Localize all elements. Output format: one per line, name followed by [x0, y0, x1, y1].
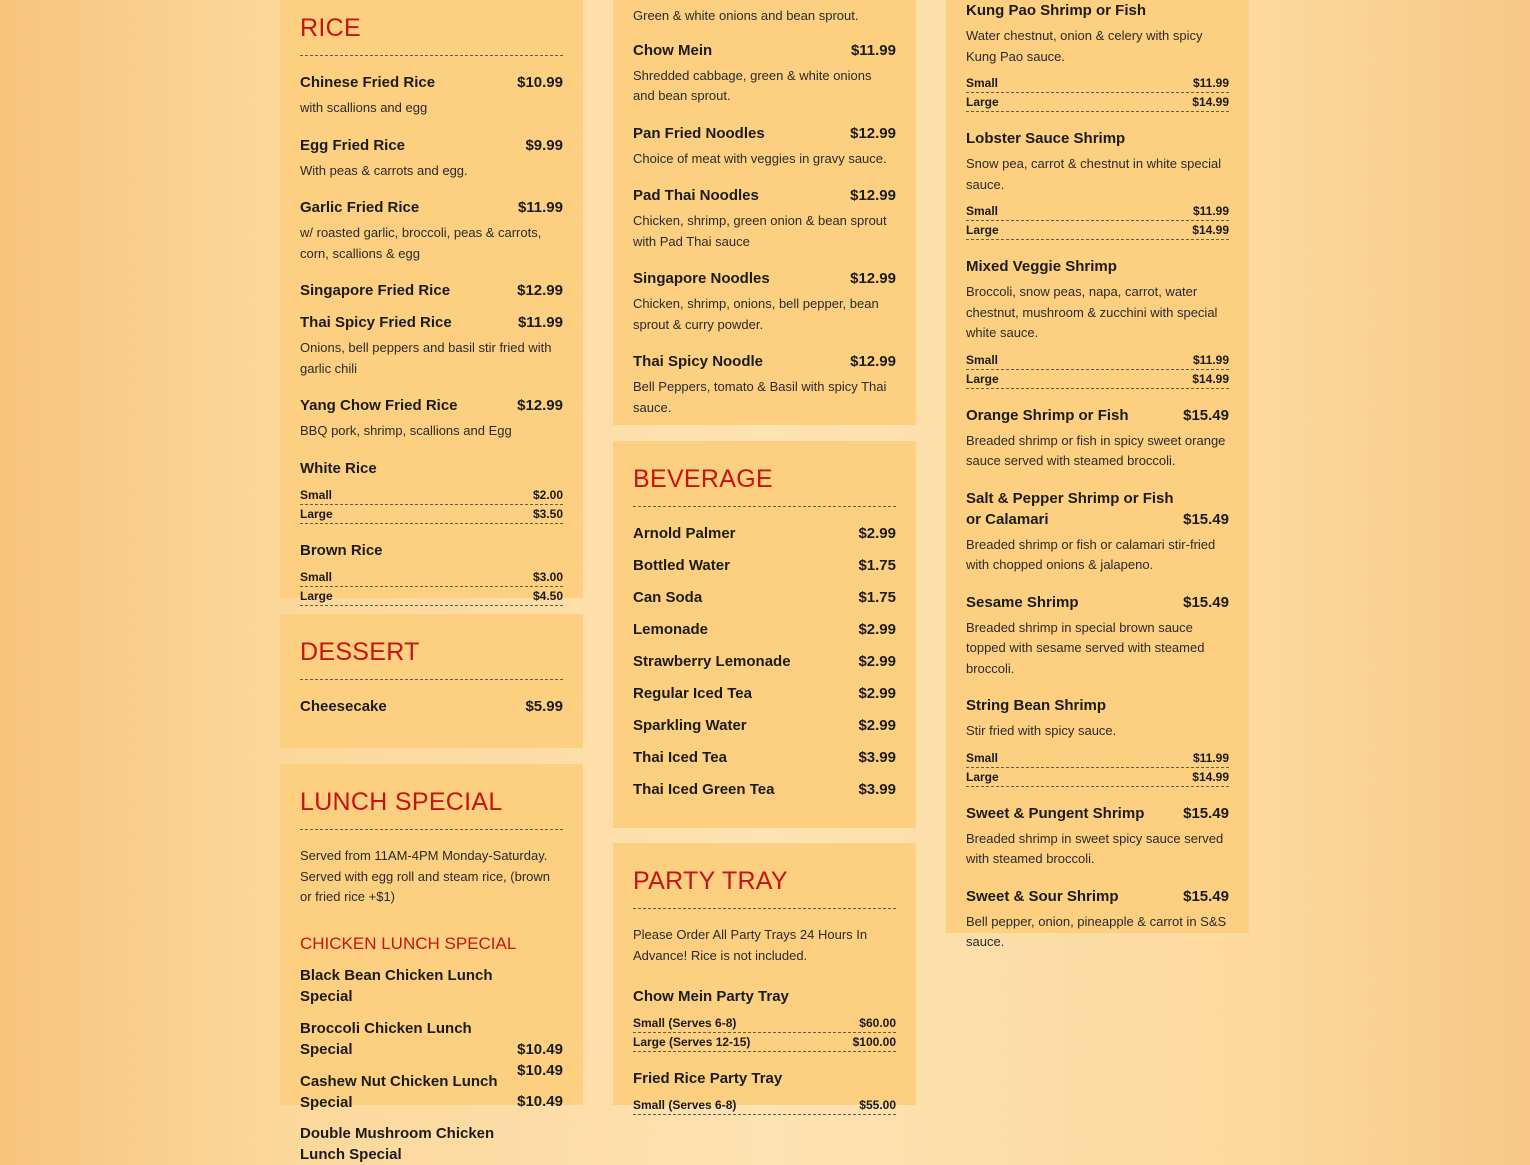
item-description: Breaded shrimp or fish in spicy sweet orange sauce served with steamed broccoli. — [966, 432, 1226, 468]
size-price: $14.99 — [1192, 371, 1229, 386]
menu-item[interactable] — [300, 197, 563, 264]
item-description: Stir fried with spicy sauce. — [966, 723, 1117, 738]
item-name: Strawberry Lemonade — [633, 653, 791, 670]
rice-section-title: RICE — [300, 14, 563, 56]
size-options — [966, 74, 1229, 112]
size-price: $14.99 — [1192, 223, 1229, 237]
size-row[interactable] — [300, 587, 563, 606]
item-name: String Bean Shrimp — [966, 697, 1107, 714]
item-name: Pan Fried Noodles — [633, 124, 765, 142]
menu-item[interactable] — [300, 696, 563, 717]
item-name: Chow Mein Party Tray — [633, 988, 789, 1005]
item-name: Egg Fried Rice — [300, 136, 406, 154]
size-row[interactable] — [966, 74, 1229, 93]
item-price: $1.75 — [858, 589, 896, 606]
item-price: $11.99 — [517, 314, 563, 331]
menu-item[interactable] — [633, 1068, 896, 1115]
item-price: $15.49 — [1183, 804, 1229, 822]
menu-item[interactable] — [966, 0, 1229, 112]
menu-item[interactable] — [633, 587, 896, 608]
size-price: $11.99 — [1192, 750, 1229, 765]
menu-item[interactable] — [300, 965, 563, 1007]
item-price: $3.99 — [858, 781, 896, 798]
item-name: Arnold Palmer — [633, 525, 736, 542]
item-name: Singapore Noodles — [633, 270, 770, 287]
dessert-section-title: DESSERT — [300, 638, 563, 680]
menu-item[interactable] — [300, 72, 563, 119]
item-name: Chow Mein — [633, 41, 713, 59]
item-price: $12.99 — [850, 187, 896, 204]
item-price: $1.75 — [858, 557, 896, 574]
noodles-section — [613, 0, 916, 425]
item-description: with scallions and egg — [300, 100, 428, 115]
size-label: Small — [300, 569, 333, 584]
item-description: Breaded shrimp in sweet spicy sauce served with steamed broccoli. — [966, 830, 1224, 866]
item-price: $10.49 — [517, 1092, 563, 1110]
size-label: Large — [966, 769, 999, 784]
size-row[interactable] — [966, 370, 1229, 389]
item-price: $12.99 — [517, 282, 563, 299]
item-price: $12.99 — [517, 397, 563, 414]
menu-item[interactable] — [966, 695, 1229, 787]
size-price: $11.99 — [1192, 76, 1229, 90]
menu-item[interactable] — [966, 256, 1229, 389]
menu-item[interactable] — [633, 351, 896, 418]
item-name: Garlic Fried Rice — [300, 199, 420, 216]
size-price: $3.50 — [532, 506, 563, 521]
item-name: Sweet & Sour Shrimp — [966, 887, 1119, 905]
item-name: Lemonade — [633, 621, 709, 638]
beverage-section — [613, 441, 916, 828]
item-description: Water chestnut, onion & celery with spicy Kung Pao sauce. — [966, 28, 1203, 64]
lunch-special-section — [280, 764, 583, 1163]
menu-item[interactable] — [300, 395, 563, 442]
item-price: $11.99 — [517, 199, 563, 216]
chicken-lunch-subtitle: CHICKEN LUNCH SPECIAL — [300, 933, 517, 953]
item-description: With peas & carrots and egg. — [300, 162, 468, 178]
item-name: Thai Spicy Noodle — [633, 353, 764, 370]
size-row[interactable] — [633, 1014, 896, 1033]
size-price: $3.00 — [532, 569, 563, 584]
item-description: Bell Peppers, tomato & Basil with spicy Thai sauce. — [633, 379, 887, 415]
item-price: $10.49 — [517, 1061, 563, 1079]
item-description: BBQ pork, shrimp, scallions and Egg — [300, 423, 512, 438]
item-description: w/ roasted garlic, broccoli, peas & carrots, corn, scallions & egg — [300, 225, 542, 261]
menu-item[interactable] — [633, 619, 896, 640]
item-description: Breaded shrimp or fish or calamari stir-fried with chopped onions & jalapeno. — [966, 536, 1216, 572]
size-label: Small — [966, 76, 999, 90]
size-price: $11.99 — [1192, 204, 1229, 218]
item-name: Sesame Shrimp — [966, 593, 1079, 611]
item-name: Thai Spicy Fried Rice — [300, 314, 452, 331]
item-description: Chicken, shrimp, green onion & bean sprout with Pad Thai sauce — [633, 213, 887, 249]
menu-item[interactable] — [633, 123, 896, 170]
item-price: $3.99 — [858, 749, 896, 766]
size-price: $55.00 — [859, 1098, 896, 1112]
menu-item[interactable] — [300, 312, 563, 379]
menu-item[interactable] — [300, 1092, 563, 1165]
item-description: Green & white onions and bean sprout. — [633, 8, 859, 23]
menu-item[interactable] — [966, 405, 1229, 472]
item-name: Double Mushroom Chicken Lunch Special — [300, 1124, 495, 1163]
item-description: Broccoli, snow peas, napa, carrot, water chestnut, mushroom & zucchini with special white sauce. — [966, 284, 1218, 340]
size-label: Small — [966, 352, 999, 367]
lunch-note: Served from 11AM-4PM Monday-Saturday. Served with egg roll and steam rice, (brown or fried rice +$1) — [300, 848, 551, 904]
menu-item[interactable] — [633, 986, 896, 1052]
size-row[interactable] — [966, 93, 1229, 112]
menu-item[interactable] — [966, 803, 1229, 870]
size-options — [300, 486, 563, 524]
size-label: Large — [966, 223, 999, 237]
item-price: $12.99 — [850, 270, 896, 287]
rice-section — [280, 0, 583, 603]
size-options — [300, 568, 563, 606]
item-name: Lobster Sauce Shrimp — [966, 130, 1126, 147]
size-label: Small — [966, 204, 999, 218]
item-name: Cheesecake — [300, 698, 387, 715]
menu-item[interactable] — [633, 268, 896, 335]
size-options — [633, 1096, 896, 1115]
size-label: Small (Serves 6-8) — [633, 1016, 737, 1030]
menu-item[interactable] — [633, 651, 896, 672]
size-price: $2.00 — [532, 487, 563, 502]
menu-item[interactable] — [966, 128, 1229, 240]
menu-item[interactable] — [633, 555, 896, 576]
menu-item[interactable] — [633, 185, 896, 252]
item-name: Black Bean Chicken Lunch Special — [300, 966, 493, 1005]
item-name: White Rice — [300, 459, 377, 477]
size-row[interactable] — [633, 1033, 896, 1052]
item-price: $10.99 — [517, 74, 563, 91]
size-label: Large — [966, 371, 999, 386]
size-price: $11.99 — [1192, 352, 1229, 367]
item-name: Sparkling Water — [633, 717, 747, 734]
size-label: Large — [300, 588, 333, 603]
size-options — [966, 749, 1229, 787]
item-price: $15.49 — [1183, 406, 1229, 424]
lunch-section-title: LUNCH SPECIAL — [300, 788, 563, 830]
size-label: Large — [300, 506, 333, 521]
item-name: Broccoli Chicken Lunch Special — [300, 1019, 472, 1058]
menu-item[interactable] — [633, 715, 896, 736]
item-price: $2.99 — [858, 621, 896, 638]
menu-item[interactable] — [966, 886, 1229, 953]
item-name: Pad Thai Noodles — [633, 187, 759, 204]
shrimp-section — [946, 0, 1249, 949]
size-row[interactable] — [966, 221, 1229, 240]
size-row[interactable] — [966, 768, 1229, 787]
item-price: $9.99 — [525, 136, 563, 154]
item-name: Mixed Veggie Shrimp — [966, 258, 1117, 275]
size-label: Large (Serves 12-15) — [633, 1035, 751, 1049]
item-price: $2.99 — [858, 717, 896, 734]
item-price: $11.99 — [850, 41, 896, 59]
item-description: Breaded shrimp in special brown sauce topped with sesame served with steamed broccoli. — [966, 619, 1205, 676]
menu-item[interactable] — [300, 135, 563, 182]
size-row[interactable] — [966, 351, 1229, 370]
item-name: Can Soda — [633, 589, 703, 606]
menu-item[interactable] — [966, 488, 1229, 576]
size-options — [633, 1014, 896, 1052]
menu-item[interactable] — [633, 523, 896, 544]
menu-item[interactable] — [633, 40, 896, 107]
item-name: Brown Rice — [300, 541, 383, 559]
item-description: Snow pea, carrot & chestnut in white special sauce. — [966, 156, 1222, 192]
party-note: Please Order All Party Trays 24 Hours In Advance! Rice is not included. — [633, 927, 868, 963]
size-row[interactable] — [300, 568, 563, 587]
item-name: Yang Chow Fried Rice — [300, 397, 458, 414]
item-name: Thai Iced Tea — [633, 749, 727, 766]
item-description: Onions, bell peppers and basil stir fried with garlic chili — [300, 340, 552, 376]
item-name: Kung Pao Shrimp or Fish — [966, 2, 1147, 19]
item-name: Sweet & Pungent Shrimp — [966, 804, 1145, 822]
dessert-section — [280, 614, 583, 748]
menu-item[interactable] — [300, 280, 563, 301]
item-name: Salt & Pepper Shrimp or Fish or Calamari — [966, 489, 1174, 528]
item-name: Fried Rice Party Tray — [633, 1070, 783, 1087]
item-price: $5.99 — [525, 698, 563, 715]
item-price: $12.99 — [850, 353, 896, 370]
party-section-title: PARTY TRAY — [633, 867, 896, 909]
item-name: Regular Iced Tea — [633, 685, 752, 702]
menu-item[interactable] — [966, 592, 1229, 680]
party-tray-section — [613, 843, 916, 1112]
size-label: Small — [966, 750, 999, 765]
size-label: Small — [300, 487, 333, 502]
menu-item[interactable] — [633, 683, 896, 704]
beverage-section-title: BEVERAGE — [633, 465, 896, 507]
size-row[interactable] — [633, 1096, 896, 1115]
item-name: Bottled Water — [633, 557, 730, 574]
size-price: $100.00 — [852, 1035, 896, 1049]
size-row[interactable] — [300, 486, 563, 505]
size-row[interactable] — [966, 749, 1229, 768]
menu-item[interactable] — [300, 1007, 563, 1060]
menu-item[interactable] — [633, 779, 896, 800]
item-name: Orange Shrimp or Fish — [966, 406, 1129, 424]
size-price: $4.50 — [532, 588, 563, 603]
item-price: $2.99 — [858, 653, 896, 670]
item-price: $10.49 — [517, 1040, 563, 1058]
item-price: $15.49 — [1183, 887, 1229, 905]
item-name: Cashew Nut Chicken Lunch Special — [300, 1072, 498, 1111]
item-price: $2.99 — [858, 525, 896, 542]
size-price: $14.99 — [1192, 95, 1229, 109]
item-description: Shredded cabbage, green & white onions and bean sprout. — [633, 67, 872, 103]
menu-item[interactable] — [300, 458, 563, 524]
item-price: $15.49 — [1183, 593, 1229, 611]
menu-item[interactable] — [633, 747, 896, 768]
item-name: Thai Iced Green Tea — [633, 781, 775, 798]
item-price: $2.99 — [858, 685, 896, 702]
item-description: Bell pepper, onion, pineapple & carrot in S&S sauce. — [966, 913, 1227, 949]
item-price: $12.99 — [850, 124, 896, 142]
size-price: $14.99 — [1192, 769, 1229, 784]
size-options — [966, 202, 1229, 240]
item-name: Singapore Fried Rice — [300, 282, 451, 299]
size-label: Large — [966, 95, 999, 109]
item-description: Choice of meat with veggies in gravy sauce. — [633, 150, 887, 166]
item-description: Chicken, shrimp, onions, bell pepper, bean sprout & curry powder. — [633, 296, 879, 332]
size-row[interactable] — [966, 202, 1229, 221]
item-price: $15.49 — [1183, 510, 1229, 528]
size-options — [966, 351, 1229, 389]
menu-item[interactable] — [300, 540, 563, 606]
item-name: Chinese Fried Rice — [300, 74, 436, 91]
size-row[interactable] — [300, 505, 563, 524]
size-price: $60.00 — [859, 1016, 896, 1030]
size-label: Small (Serves 6-8) — [633, 1098, 737, 1112]
